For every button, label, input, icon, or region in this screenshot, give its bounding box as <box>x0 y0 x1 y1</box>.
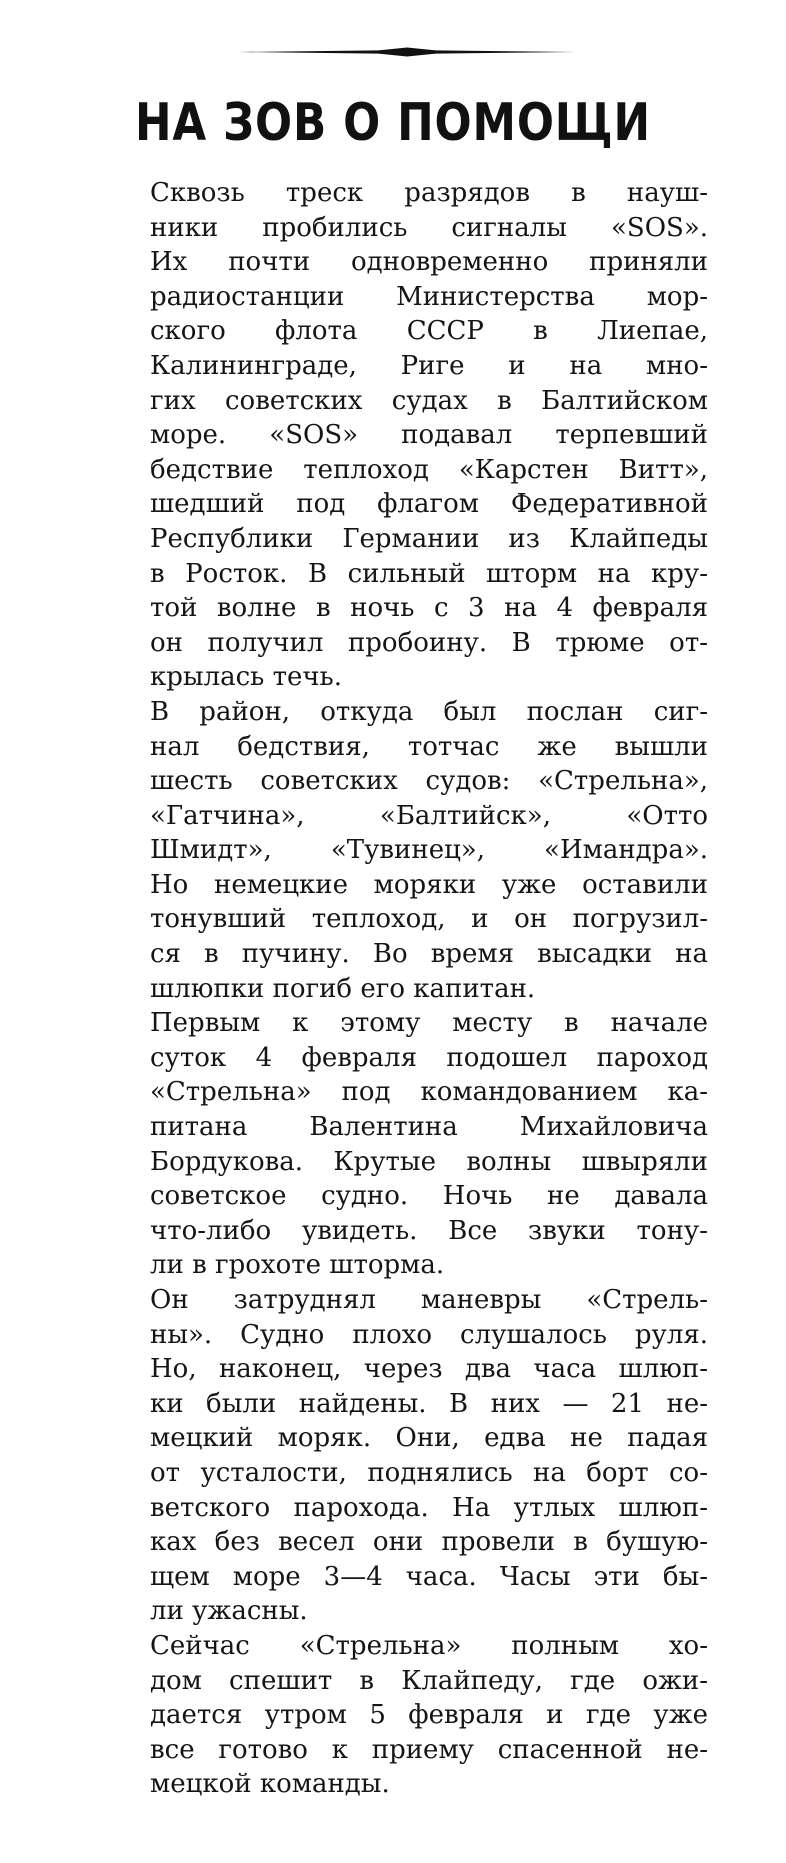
text-line: бедствие теплоход «Карстен Витт», <box>150 454 708 485</box>
text-line: он получил пробоину. В трюме от- <box>150 627 708 658</box>
text-line: советское судно. Ночь не давала <box>150 1181 708 1212</box>
text-line: мецкий моряк. Они, едва не падая <box>150 1423 708 1454</box>
text-line: море. «SOS» подавал терпевший <box>150 420 708 451</box>
text-line: Шмидт», «Тувинец», «Имандра». <box>150 835 708 866</box>
text-line: Бордукова. Крутые волны швыряли <box>150 1146 708 1177</box>
text-line: дается утром 5 февраля и где уже <box>150 1700 708 1731</box>
text-line: ветского парохода. На утлых шлюп- <box>150 1492 708 1523</box>
text-line: ли в грохоте шторма. <box>150 1250 445 1281</box>
text-line: Республики Германии из Клайпеды <box>150 523 708 554</box>
text-line: «Стрельна» под командованием ка- <box>150 1077 708 1108</box>
text-line: мецкой команды. <box>150 1769 390 1800</box>
text-line: щем море 3—4 часа. Часы эти бы- <box>150 1561 708 1592</box>
text-line: от усталости, поднялись на борт со- <box>150 1457 708 1488</box>
text-line: ки были найдены. В них — 21 не- <box>150 1388 708 1419</box>
text-line: в Росток. В сильный шторм на кру- <box>150 558 708 589</box>
text-line: нал бедствия, тотчас же вышли <box>150 731 708 762</box>
text-line: ся в пучину. Во время высадки на <box>150 939 708 970</box>
article-body <box>108 176 708 1802</box>
text-line: радиостанции Министерства мор- <box>150 281 708 312</box>
text-line: все готово к приему спасенной не- <box>150 1734 708 1765</box>
text-line: Но немецкие моряки уже оставили <box>150 869 708 900</box>
text-line: шедший под флагом Федеративной <box>150 489 708 520</box>
text-line: Сейчас «Стрельна» полным хо- <box>150 1630 708 1661</box>
text-line: Калининграде, Риге и на мно- <box>150 350 708 381</box>
article-paragraph <box>108 695 708 1006</box>
text-line: Но, наконец, через два часа шлюп- <box>150 1354 708 1385</box>
article-paragraph <box>108 176 708 695</box>
text-line: что-либо увидеть. Все звуки тону- <box>150 1215 708 1246</box>
article-paragraph <box>108 1629 708 1802</box>
article-paragraph <box>108 1006 708 1283</box>
text-line: Сквозь треск разрядов в науш- <box>150 178 708 208</box>
decorative-rule <box>238 47 576 57</box>
text-line: дом спешит в Клайпеду, где ожи- <box>150 1665 708 1696</box>
text-line: той волне в ночь с 3 на 4 февраля <box>150 593 708 624</box>
article-paragraph <box>108 1283 708 1629</box>
text-line: Их почти одновременно приняли <box>150 247 708 278</box>
text-line: крылась течь. <box>150 662 342 693</box>
text-line: гих советских судах в Балтийском <box>150 385 708 416</box>
text-line: шлюпки погиб его капитан. <box>150 973 536 1004</box>
text-line: питана Валентина Михайловича <box>150 1112 708 1143</box>
text-line: ках без весел они провели в бушую- <box>150 1527 708 1558</box>
text-line: ны». Судно плохо слушалось руля. <box>150 1319 708 1350</box>
text-line: ники пробились сигналы «SOS». <box>150 212 708 243</box>
text-line: ского флота СССР в Лиепае, <box>150 316 708 347</box>
text-line: тонувший теплоход, и он погрузил- <box>150 904 708 935</box>
text-line: В район, откуда был послан сиг- <box>150 696 708 727</box>
text-line: суток 4 февраля подошел пароход <box>150 1042 708 1073</box>
text-line: шесть советских судов: «Стрельна», <box>150 766 708 797</box>
article-headline: НА ЗОВ О ПОМОЩИ <box>135 93 651 153</box>
text-line: Он затруднял маневры «Стрель- <box>150 1285 708 1315</box>
text-line: «Гатчина», «Балтийск», «Отто <box>150 800 708 831</box>
text-line: ли ужасны. <box>150 1596 308 1627</box>
text-line: Первым к этому месту в начале <box>150 1008 708 1039</box>
